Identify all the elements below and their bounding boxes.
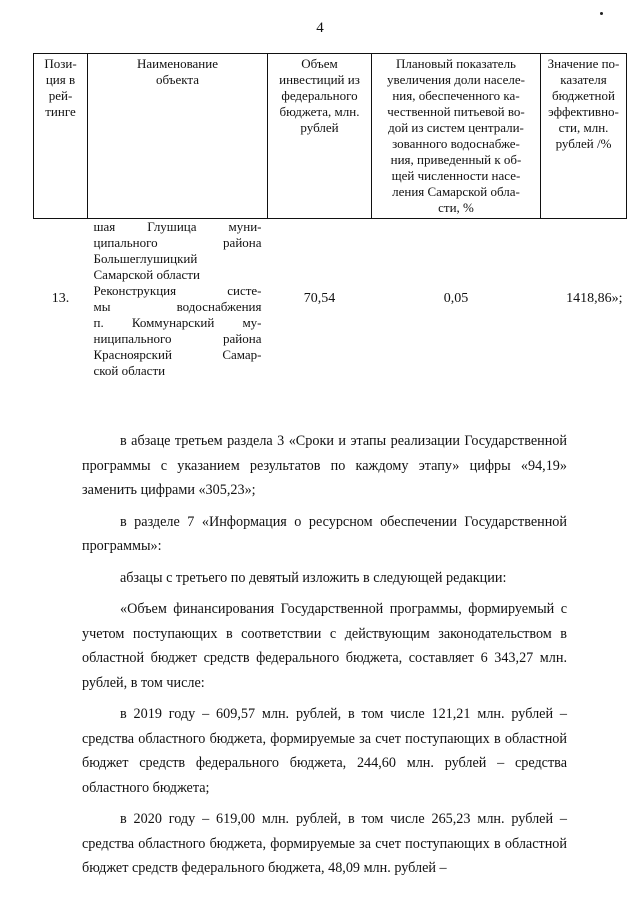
header-investment [268,54,372,219]
header-line: щей численности насе- [391,168,521,183]
paragraph: «Объем финансирования Государственной программы, формируемый с учетом поступающих в соответствии с действующим законодательством в областной бюджет средств федерального бюджета, составляет 6 343,27 млн. рублей, в том числе: [82,601,567,691]
header-efficiency [541,54,627,219]
header-line: тинге [45,104,76,119]
name-line: Большеглушицкий [93,251,198,266]
name-line: шая Глушица муни- [93,219,262,234]
page-number: 4 [316,20,324,36]
header-line: дой из систем централи- [388,120,524,135]
header-line: ния, обеспеченного ка- [392,88,520,103]
scan-artifact-dot [600,12,603,15]
row-investment: 70,54 [303,291,336,306]
paragraph: в 2020 году – 619,00 млн. рублей, в том числе 265,23 млн. рублей – средства областного бюджета, формируемые за счет поступающих в областной бюджет средств федерального бюджета, 48,09 млн. рублей – [82,811,567,876]
row-position: 13. [51,291,70,306]
name-line: п. Коммунарский му- [93,315,262,330]
header-line: зованного водоснабже- [392,136,520,151]
header-line: ция в [45,72,76,87]
rating-table [33,53,627,379]
header-line: Значение по- [547,56,620,71]
name-line: ской области [93,363,166,378]
name-line: ниципального района [93,331,262,346]
header-line: бюджета, млн. [279,104,360,119]
header-line: инвестиций из [279,72,360,87]
header-line: сти, млн. [558,120,609,135]
row-indicator: 0,05 [443,291,469,306]
header-line: Объем [301,56,338,71]
paragraph: в разделе 7 «Информация о ресурсном обеспечении Государственной программы»: [82,513,567,554]
header-line: рублей /% [555,136,612,151]
name-line: Реконструкция систе- [93,283,262,298]
header-line: сти, % [438,200,474,215]
header-line: ния, приведенный к об- [390,152,522,167]
paragraph: в абзаце третьем раздела 3 «Сроки и этапы реализации Государственной программы с указанием результатов по каждому этапу» цифры «94,19» заменить цифрами «305,23»; [82,433,567,498]
header-indicator [372,54,541,219]
header-line: эффективно- [548,104,619,119]
row-efficiency: 1418,86»; [566,291,623,306]
header-line: чественной питьевой во- [387,104,525,119]
header-line: рей- [48,88,73,103]
name-line: ципального района [93,235,262,250]
name-line: Красноярский Самар- [93,347,262,362]
header-line: объекта [155,72,200,87]
header-name [88,54,268,219]
table-row [34,219,627,380]
paragraph: абзацы с третьего по девятый изложить в следующей редакции: [120,569,507,586]
row-name [88,219,268,380]
name-line: Самарской области [93,267,200,282]
header-line: увеличения доли населе- [387,72,525,87]
name-line: мы водоснабжения [93,299,262,314]
header-line: казателя [560,72,607,87]
header-line: рублей [300,120,339,135]
header-line: бюджетной [552,88,615,103]
body-text [82,429,567,881]
header-line: Наименование [137,56,218,71]
header-position [34,54,88,219]
header-line: федерального [281,88,358,103]
paragraph: в 2019 году – 609,57 млн. рублей, в том числе 121,21 млн. рублей – средства областного бюджета, формируемые за счет поступающих в областной бюджет средств федерального бюджета, 244,60 млн. рублей – средства областного бюджета; [82,706,567,796]
table-header-row [34,54,627,219]
header-line: ления Самарской обла- [392,184,520,199]
header-line: Плановый показатель [396,56,516,71]
header-line: Пози- [44,56,77,71]
